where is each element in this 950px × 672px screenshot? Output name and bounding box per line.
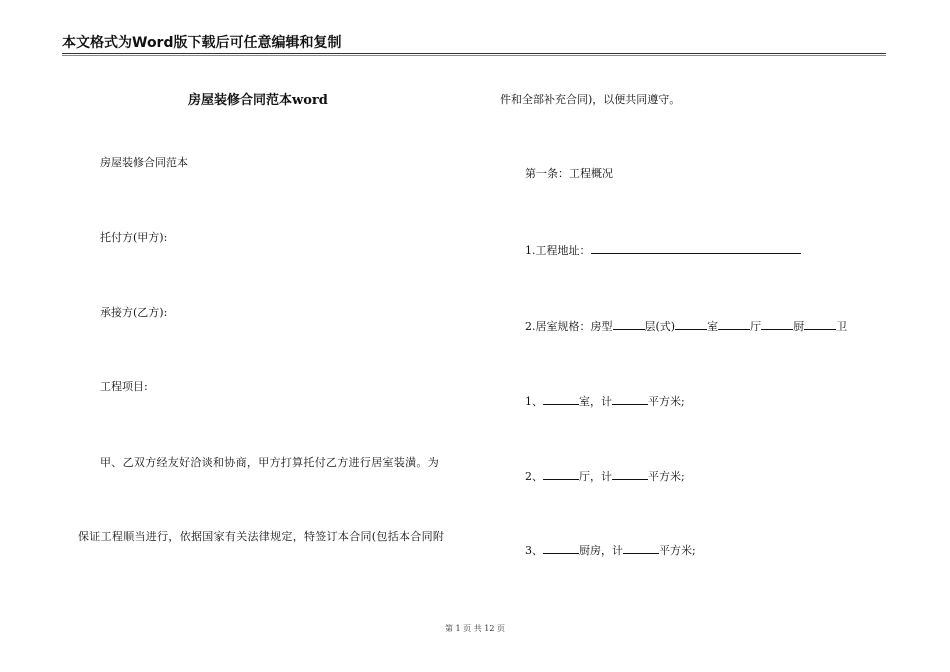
layout-blank: [675, 318, 707, 330]
layout-seg-kitchen: 厨: [793, 320, 805, 333]
layout-blank: [761, 318, 793, 330]
paragraph-continuation: 件和全部补充合同)，以便共同遵守。: [500, 93, 681, 106]
item-3-room: 厨房，计: [579, 544, 623, 557]
address-blank: [591, 242, 801, 254]
item-2-number: 2、: [525, 470, 543, 483]
item-1-room: 室，计: [579, 395, 612, 408]
article-1-heading: 第一条：工程概况: [525, 167, 613, 180]
layout-seg-floor: 层(式): [644, 320, 676, 333]
layout-row: [525, 318, 847, 334]
layout-seg-room: 室: [707, 320, 719, 333]
layout-label: 2.居室规格：房型: [525, 320, 613, 333]
item-1-number: 1、: [525, 395, 543, 408]
item-3-area-blank: [623, 542, 659, 554]
item-1-blank: [543, 393, 579, 405]
agreement-paragraph-line-2: 保证工程顺当进行，依据国家有关法律规定，特签订本合同(包括本合同附: [78, 530, 445, 543]
item-2-area-blank: [612, 468, 648, 480]
item-2-room: 厅，计: [579, 470, 612, 483]
address-label: 1.工程地址：: [525, 244, 591, 257]
item-2-blank: [543, 468, 579, 480]
project-label: 工程项目:: [100, 380, 148, 393]
layout-seg-hall: 厅: [750, 320, 762, 333]
party-b-label: 承接方(乙方):: [100, 306, 168, 319]
document-title: 房屋装修合同范本word: [188, 93, 328, 108]
item-2-row: [525, 468, 685, 484]
document-banner: 本文格式为Word版下载后可任意编辑和复制: [62, 35, 342, 51]
item-3-unit: 平方米;: [659, 544, 696, 557]
item-1-area-blank: [612, 393, 648, 405]
agreement-paragraph-line-1: 甲、乙双方经友好洽谈和协商，甲方打算托付乙方进行居室装潢。为: [100, 456, 439, 469]
layout-seg-bath: 卫: [836, 320, 848, 333]
layout-blank: [718, 318, 750, 330]
page-footer: 第 1 页 共 12 页: [445, 624, 505, 633]
party-a-label: 托付方(甲方):: [100, 231, 168, 244]
item-3-row: [525, 542, 696, 558]
address-row: [525, 242, 801, 258]
layout-blank: [804, 318, 836, 330]
item-1-row: [525, 393, 685, 409]
layout-blank: [613, 318, 645, 330]
item-2-unit: 平方米;: [648, 470, 685, 483]
contract-subtitle: 房屋装修合同范本: [100, 156, 188, 169]
item-1-unit: 平方米;: [648, 395, 685, 408]
item-3-number: 3、: [525, 544, 543, 557]
header-divider-secondary: [62, 55, 886, 56]
header-divider: [62, 53, 886, 54]
item-3-blank: [543, 542, 579, 554]
